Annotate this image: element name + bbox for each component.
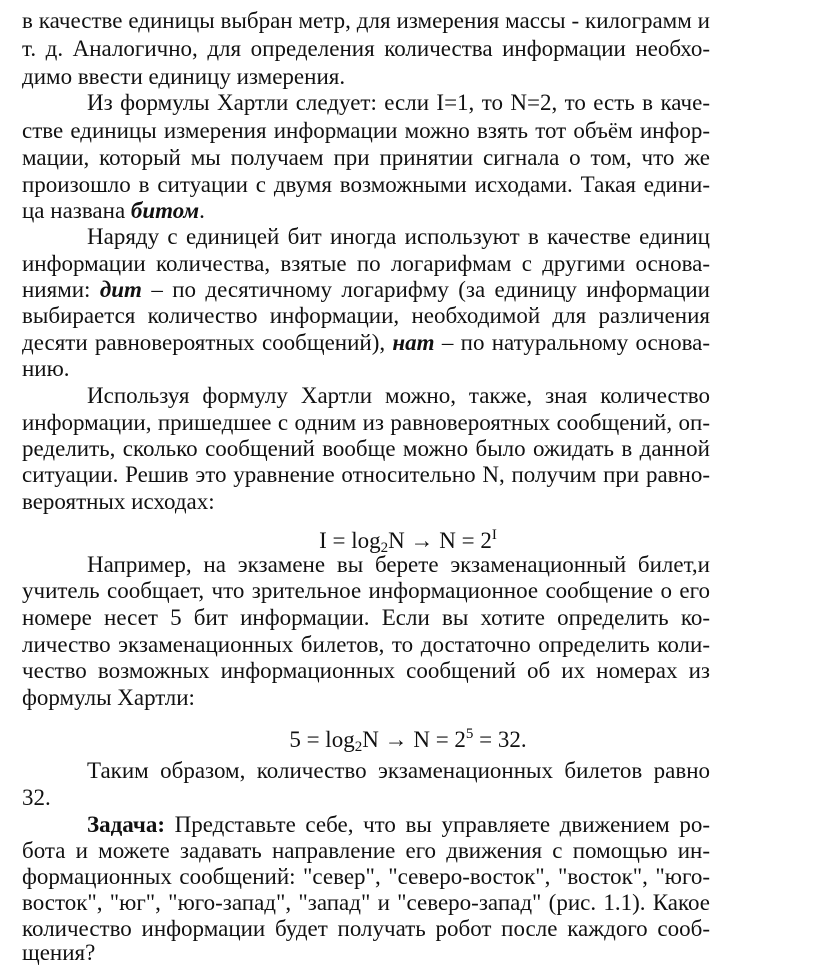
text-line: ситуации. Решив это уравнение относительно N, получим при равно-: [22, 462, 710, 487]
text-line: восток", "юг", "юго-запад", "запад" и "северо-запад" (рис. 1.1). Какое: [22, 890, 710, 915]
text-line: [22, 330, 710, 356]
text-line: т. д. Аналогично, для определения количества информации необхо-: [22, 36, 710, 61]
term-bit: битом: [130, 198, 200, 223]
term-dit: дит: [99, 277, 142, 302]
text-run: .: [199, 198, 205, 223]
text-line: произошло в ситуации с двумя возможными исходами. Такая едини-: [22, 172, 710, 197]
formula-text: 5 = log: [289, 727, 355, 752]
formula-text: N: [388, 528, 411, 553]
text-line: номере несет 5 бит информации. Если вы хотите определить ко-: [22, 605, 710, 630]
text-line: Таким образом, количество экзаменационных билетов равно: [87, 758, 710, 783]
text-line: в качестве единицы выбран метр, для измерения массы - килограмм и: [22, 8, 710, 33]
text-run: десяти равновероятных сообщений),: [22, 330, 393, 355]
text-line: [22, 277, 710, 303]
text-line: информации количества, взятые по логарифмам с другими основа-: [22, 251, 710, 276]
text-run: ниями:: [22, 277, 100, 302]
text-line: учитель сообщает, что зрительное информационное сообщение о его: [22, 578, 710, 603]
text-line: стве единицы измерения информации можно взять тот объём инфор-: [22, 118, 710, 143]
formula-text: N = 2: [407, 727, 466, 752]
text-line: личество экзаменационных билетов, то достаточно определить коли-: [22, 632, 710, 657]
text-line: Используя формулу Хартли можно, также, зная количество: [87, 383, 710, 408]
formula-text: N = 2: [433, 528, 492, 553]
text-line: [87, 812, 710, 838]
formula-text: I = log: [319, 528, 381, 553]
text-line: мации, который мы получаем при принятии сигнала о том, что же: [22, 145, 710, 170]
task-label: Задача:: [87, 812, 165, 837]
text-run: Представьте себе, что вы управляете движением ро-: [164, 812, 710, 837]
text-line: нию.: [22, 356, 70, 381]
text-line: Наряду с единицей бит иногда используют в качестве единиц: [87, 224, 710, 249]
term-nat: нат: [392, 330, 435, 355]
text-line: формационных сообщений: "север", "северо-восток", "восток", "юго-: [22, 864, 710, 889]
text-line: Из формулы Хартли следует: если I=1, то N=2, то есть в каче-: [87, 90, 710, 115]
example-formula: [0, 721, 816, 760]
text-line: щения?: [22, 940, 96, 965]
text-line: количество информации будет получать робот после каждого сооб-: [22, 916, 710, 941]
formula-subscript: 2: [354, 739, 363, 755]
text-line: [22, 198, 205, 224]
text-line: выбирается количество информации, необходимой для различения: [22, 303, 710, 328]
formula-superscript: I: [491, 527, 497, 543]
text-run: – по натуральному основа-: [434, 330, 710, 355]
text-line: чество возможных информационных сообщений об их номерах из: [22, 658, 710, 683]
text-line: информации, пришедшее с одним из равновероятных сообщений, оп-: [22, 410, 710, 435]
arrow-icon: →: [384, 727, 408, 752]
text-line: бота и можете задавать направление его движения с помощью ин-: [22, 838, 710, 863]
formula-text: N: [362, 727, 385, 752]
arrow-icon: →: [410, 528, 434, 553]
formula-superscript: 5: [465, 726, 474, 742]
formula-subscript: 2: [380, 540, 389, 556]
text-line: Например, на экзамене вы берете экзаменационный билет,и: [87, 552, 710, 577]
text-run: ца названа: [22, 198, 131, 223]
text-line: 32.: [22, 785, 51, 810]
text-line: ределить, сколько сообщений вообще можно было ожидать в данной: [22, 436, 710, 461]
text-run: – по десятичному логарифму (за единицу информации: [141, 277, 710, 302]
text-line: вероятных исходах:: [22, 489, 215, 514]
text-line: димо ввести единицу измерения.: [22, 64, 346, 89]
formula-text: = 32.: [473, 727, 527, 752]
text-line: формулы Хартли:: [22, 685, 195, 710]
